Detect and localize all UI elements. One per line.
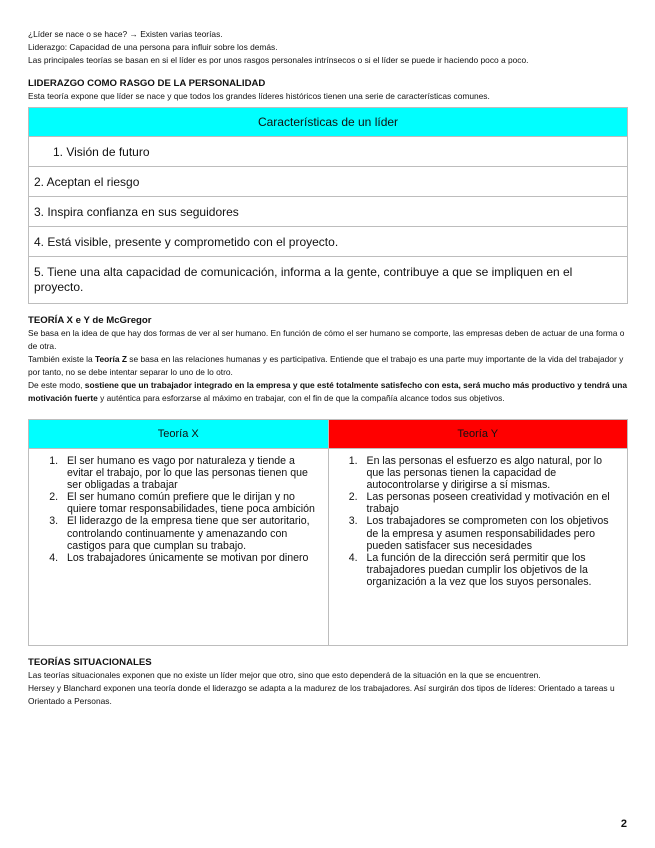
intro-line-3: Las principales teorías se basan en si el líder es por unos rasgos personales intrínsecos o si el líder se puede ir haciendo poco a poco.: [28, 55, 529, 65]
caracteristica-row: 3. Inspira confianza en sus seguidores: [29, 197, 628, 227]
personalidad-text: Esta teoría expone que líder se nace y que todos los grandes líderes históricos tienen una serie de características comunes.: [28, 91, 490, 101]
teoria-x-list: [37, 455, 320, 564]
teoria-x-cell: [29, 449, 329, 646]
list-item: 2. El ser humano común prefiere que le dirijan y no quiere tomar responsabilidades, tiene poca ambición: [61, 491, 320, 515]
situacionales-p2: Hersey y Blanchard exponen una teoría donde el liderazgo se adapta a la madurez de los trabajadores. Así surgirán dos tipos de líderes: Orientado a tareas u Orientado a Personas.: [28, 683, 615, 706]
teoria-y-list: [337, 455, 620, 588]
teoria-y-header: Teoría Y: [328, 420, 628, 449]
caracteristica-row: 4. Está visible, presente y comprometido con el proyecto.: [29, 227, 628, 257]
caracteristica-row: 1. Visión de futuro: [29, 137, 628, 167]
mcgregor-p1: Se basa en la idea de que hay dos formas de ver al ser humano. En función de cómo el ser humano se comporte, las empresas deben de actuar de una forma o de otra.: [28, 328, 625, 351]
caracteristica-row: 2. Aceptan el riesgo: [29, 167, 628, 197]
p2-text-rest: se basa en las relaciones humanas y es participativa. Entiende que el trabajo es una parte muy importante de la vida del trabajador y por tanto, no se debe intentar separar lo uno de lo otro.: [28, 354, 624, 377]
caracteristica-row: 5. Tiene una alta capacidad de comunicación, informa a la gente, contribuye a que se impliquen en el proyecto.: [29, 257, 628, 304]
list-item: 2. Las personas poseen creatividad y motivación en el trabajo: [361, 491, 620, 515]
p3-text-rest: y auténtica para esforzarse al máximo en trabajar, con el fin de que la compañía alcance todos sus objetivos.: [97, 393, 505, 403]
page-number: 2: [620, 818, 627, 830]
list-item: 4. La función de la dirección será permitir que los trabajadores puedan cumplir los objetivos de la organización a la vez que los suyos personales.: [361, 552, 620, 588]
list-item: 1. En las personas el esfuerzo es algo natural, por lo que las personas tienen la capacidad de autocontrolarse y dirigirse a sí mismas.: [361, 455, 620, 491]
caracteristicas-header: Características de un líder: [29, 108, 628, 137]
document-page: [28, 28, 628, 708]
mcgregor-heading: TEORÍA X e Y de McGregor: [28, 315, 152, 326]
list-item: 4. Los trabajadores únicamente se motivan por dinero: [61, 552, 320, 564]
personalidad-heading: LIDERAZGO COMO RASGO DE LA PERSONALIDAD: [28, 78, 266, 89]
mcgregor-p3: [28, 379, 628, 405]
p3-bold: sostiene que un trabajador integrado en la empresa y que esté totalmente satisfecho con esta, será mucho más productivo y tendrá una motivación fuerte: [28, 380, 627, 403]
situacionales-p1: Las teorías situacionales exponen que no existe un líder mejor que otro, sino que esto dependerá de la situación en la que se encuentren.: [28, 670, 541, 680]
teoria-z-bold: Teoría Z: [95, 354, 127, 364]
caracteristicas-table: [28, 107, 628, 304]
intro-line-2: Liderazgo: Capacidad de una persona para influir sobre los demás.: [28, 42, 278, 52]
p3-text: De este modo,: [28, 380, 85, 390]
teoria-y-cell: [328, 449, 628, 646]
teoria-x-header: Teoría X: [29, 420, 329, 449]
situacionales-heading: TEORÍAS SITUACIONALES: [28, 657, 152, 668]
teorias-xy-table: [28, 419, 628, 646]
list-item: 3. El liderazgo de la empresa tiene que ser autoritario, controlando continuamente y amenazando con castigos para que cumplan su trabajo.: [61, 515, 320, 551]
mcgregor-p2: [28, 353, 628, 379]
intro-line-1: ¿Líder se nace o se hace? → Existen varias teorías.: [28, 29, 223, 39]
p2-text: También existe la: [28, 354, 96, 364]
list-item: 3. Los trabajadores se comprometen con los objetivos de la empresa y asumen responsabilidades pero pueden satisfacer sus necesidades: [361, 515, 620, 551]
list-item: 1. El ser humano es vago por naturaleza y tiende a evitar el trabajo, por lo que las personas tienen que ser obligadas a trabajar: [61, 455, 320, 491]
